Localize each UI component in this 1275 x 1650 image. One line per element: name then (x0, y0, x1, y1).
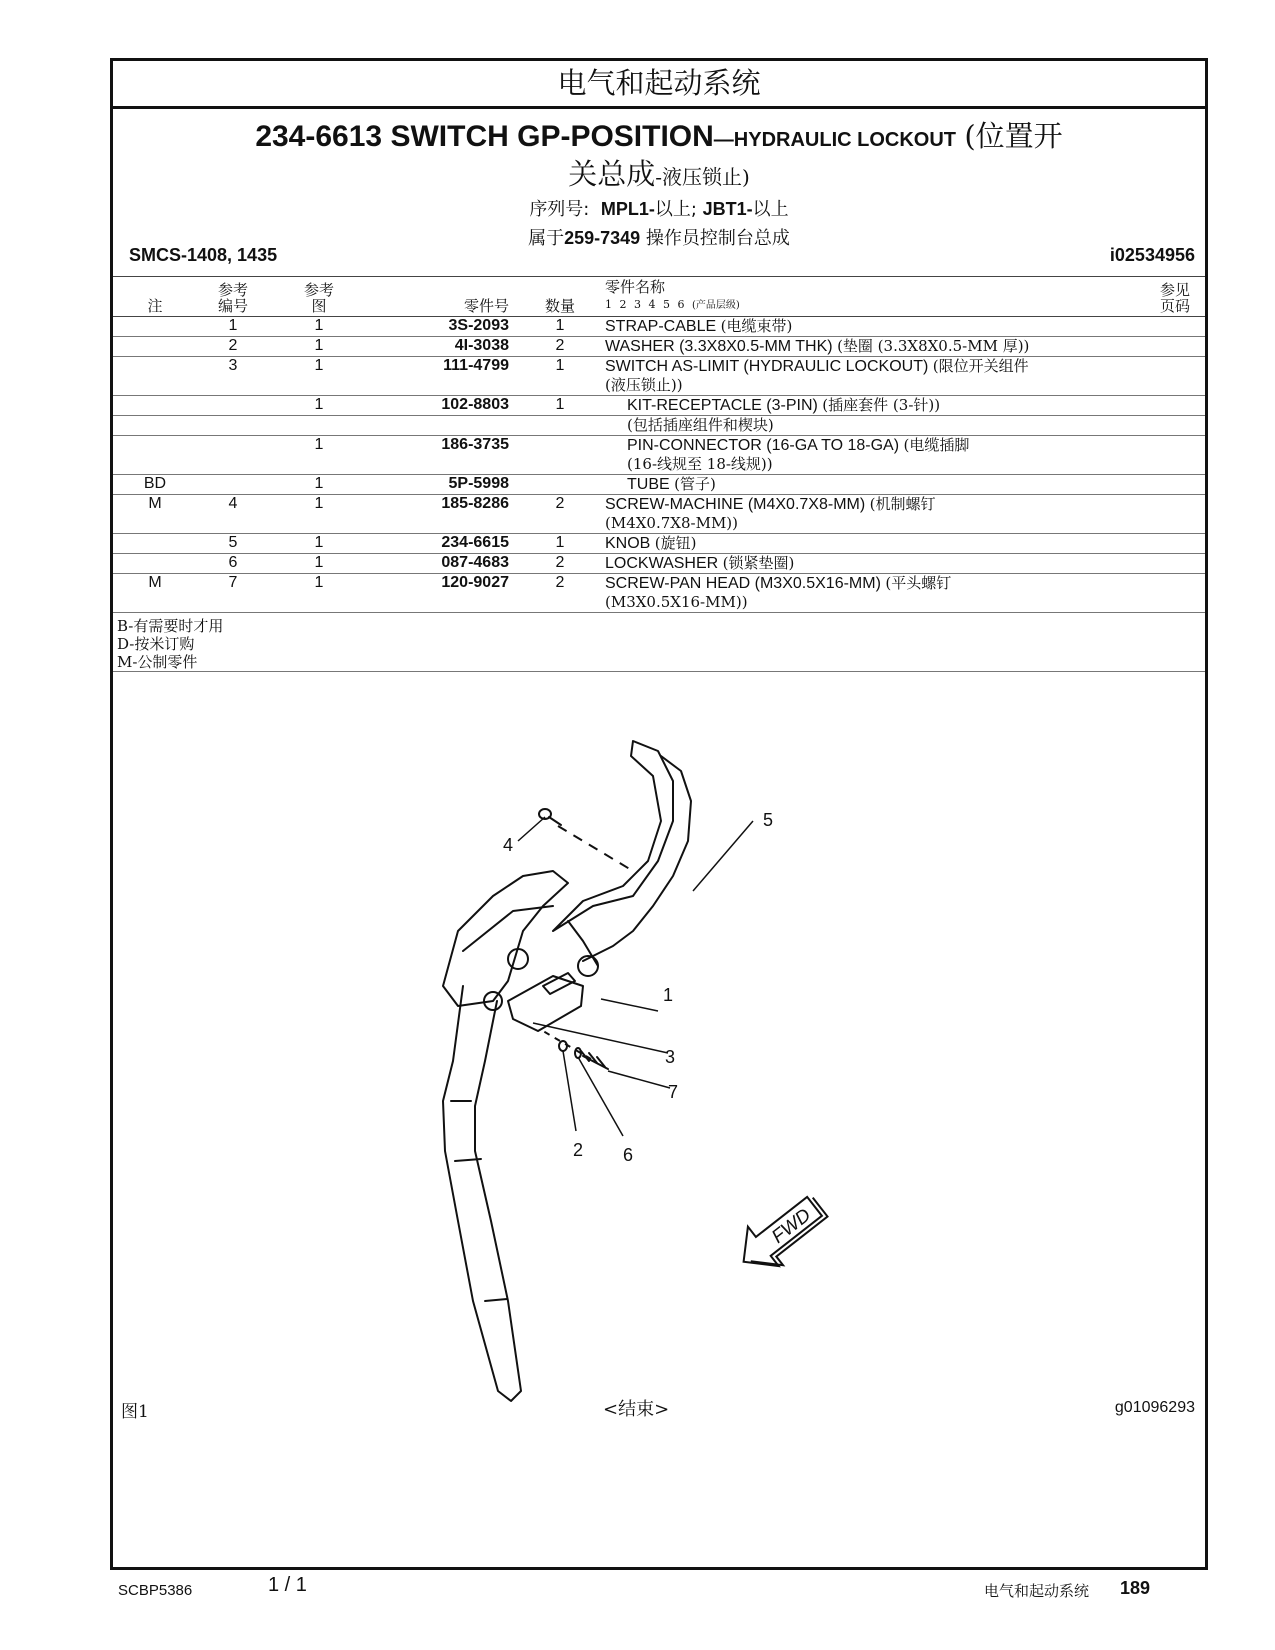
part-name-wrap (605, 535, 697, 552)
table-row (113, 416, 1205, 436)
cell-part-name (605, 436, 1145, 475)
cell-see-page (1145, 554, 1205, 574)
cell-fig: 1 (314, 337, 324, 354)
header-fig-top: 参考 (303, 281, 334, 299)
part-name-cn: (电缆插脚 (903, 436, 970, 454)
part-name-wrap (605, 416, 774, 435)
callout-6: 6 (623, 1145, 634, 1165)
bracket (443, 871, 568, 1006)
header-levels (605, 298, 740, 311)
header-name (605, 277, 1145, 317)
cell-see-page (1145, 317, 1205, 337)
part-name-cn: (垫圈 (3.3X8X0.5-MM 厚)) (837, 337, 1030, 355)
part-name-cn: (限位开关组件 (932, 357, 1029, 375)
cell-ref: 5 (228, 534, 238, 551)
header-fig (269, 277, 369, 317)
table-row (113, 396, 1205, 416)
cell-part-name (605, 396, 1145, 416)
part-name-wrap (605, 575, 951, 611)
cell-ref: 7 (228, 574, 238, 591)
header-page-bottom: 页码 (1159, 297, 1190, 315)
callout-5: 5 (763, 810, 774, 830)
cell-ref: 2 (228, 337, 238, 354)
part-title (113, 119, 1205, 157)
cell-see-page (1145, 534, 1205, 554)
table-row (113, 554, 1205, 574)
cell-part-number: 4I-3038 (454, 337, 509, 354)
part-name-cn: (旋钮) (654, 534, 697, 552)
cell-qty: 1 (555, 317, 565, 334)
part-name-cn: (机制螺钉 (869, 495, 936, 513)
header-levels-nums: 1 2 3 4 5 6 (605, 298, 687, 311)
part-name-cn: (电缆束带) (720, 317, 793, 335)
part-name-en: LOCKWASHER (605, 555, 719, 572)
cell-note: M (148, 574, 162, 591)
cell-part-number: 120-9027 (441, 574, 509, 591)
footer-doc-id: SCBP5386 (118, 1582, 193, 1599)
header-ref-bottom: 编号 (217, 297, 248, 315)
part-name-cn: (插座套件 (3-针)) (822, 396, 941, 414)
part-name-en: SCREW-MACHINE (M4X0.7X8-MM) (605, 496, 866, 513)
cell-part-number: 185-8286 (441, 495, 509, 512)
cell-fig: 1 (314, 317, 324, 334)
cell-part-number: 5P-5998 (448, 475, 509, 492)
footer-page-of: 1 / 1 (268, 1574, 307, 1596)
header-ref (197, 277, 269, 317)
figure-label: 图1 (121, 1402, 149, 1422)
serial-a: MPL1- (600, 199, 655, 219)
part-name-cont: (M4X0.7X8-MM)) (605, 514, 739, 532)
cell-qty: 1 (555, 357, 565, 374)
cell-see-page (1145, 495, 1205, 534)
cell-qty: 1 (555, 396, 565, 413)
serial-b: JBT1- (702, 199, 753, 219)
cell-qty: 2 (555, 495, 565, 512)
belongs-name: 操作员控制台总成 (645, 228, 790, 249)
cell-part-number: 234-6615 (441, 534, 509, 551)
cell-fig: 1 (314, 357, 324, 374)
part-name-en: SWITCH AS-LIMIT (HYDRAULIC LOCKOUT) (605, 358, 929, 375)
table-header-row (113, 277, 1205, 317)
cell-ref: 1 (228, 317, 238, 334)
cell-part-name (605, 534, 1145, 554)
title-name-cn-2b: -液压锁止) (655, 165, 750, 189)
cell-note (113, 534, 197, 554)
cell-note: M (148, 495, 162, 512)
serial-a-cn: 以上; (654, 199, 697, 220)
cell-fig: 1 (314, 554, 324, 571)
cell-part-number: 186-3735 (441, 436, 509, 453)
cell-part-name (605, 475, 1145, 495)
cell-qty (515, 416, 605, 436)
header-part-no: 零件号 (463, 297, 509, 315)
legend-item-m: M-公制零件 (117, 653, 198, 671)
part-name-en: STRAP-CABLE (605, 318, 717, 335)
cell-fig: 1 (314, 475, 324, 492)
fwd-label: FWD (768, 1204, 816, 1248)
cell-note: BD (143, 475, 167, 492)
exploded-view-diagram (113, 701, 1205, 1421)
header-qty: 数量 (544, 297, 575, 315)
cell-qty: 1 (555, 534, 565, 551)
title-name-cn-2a: 关总成 (568, 157, 656, 191)
cell-note (113, 416, 197, 436)
part-title-line2 (113, 157, 1205, 194)
part-name-wrap (605, 475, 716, 494)
part-name-cont: (M3X0.5X16-MM)) (605, 593, 748, 611)
cell-ref: 6 (228, 554, 238, 571)
header-fig-bottom: 图 (311, 297, 327, 315)
part-name-en: PIN-CONNECTOR (16-GA TO 18-GA) (627, 437, 900, 454)
footer-page-number: 189 (1120, 1578, 1151, 1598)
parts-table (113, 276, 1205, 613)
cell-qty: 2 (555, 574, 565, 591)
page-frame (110, 58, 1208, 1570)
table-row (113, 475, 1205, 495)
section-header: 电气和起动系统 (113, 61, 1205, 109)
cell-part-name (605, 495, 1145, 534)
cell-part-name (605, 554, 1145, 574)
cell-see-page (1145, 416, 1205, 436)
cell-note (113, 554, 197, 574)
cell-fig: 1 (314, 574, 324, 591)
belongs-label: 属于 (528, 228, 565, 249)
table-row (113, 317, 1205, 337)
part-name-wrap (605, 358, 1029, 394)
part-name-wrap (605, 396, 940, 415)
title-name-en-sub: —HYDRAULIC LOCKOUT (713, 129, 957, 151)
smcs-code: SMCS-1408, 1435 (129, 245, 278, 265)
part-name-cn: (平头螺钉 (885, 574, 952, 592)
cell-note (113, 317, 197, 337)
part-name-wrap (605, 555, 794, 572)
cell-fig: 1 (314, 436, 324, 453)
cell-see-page (1145, 337, 1205, 357)
cell-ref (197, 396, 269, 416)
table-row (113, 534, 1205, 554)
serial-label: 序列号: (529, 199, 590, 220)
part-name-en: KNOB (605, 535, 651, 552)
cell-part-name (605, 357, 1145, 396)
part-name-wrap (605, 436, 969, 474)
title-name-en: SWITCH GP-POSITION (390, 120, 714, 153)
fwd-arrow-icon (728, 1184, 834, 1283)
callout-4: 4 (503, 835, 514, 855)
end-label: <结束> (603, 1399, 670, 1420)
part-name-cn: (锁紧垫圈) (722, 554, 795, 572)
callout-1: 1 (663, 985, 674, 1005)
divider (113, 671, 1205, 672)
serial-b-cn: 以上 (752, 199, 789, 220)
callout-3: 3 (665, 1047, 676, 1067)
title-block (113, 119, 1205, 252)
belongs-pn: 259-7349 (564, 228, 641, 248)
callout-2: 2 (573, 1140, 584, 1160)
cell-part-number (369, 416, 515, 436)
table-row (113, 337, 1205, 357)
serial-line (113, 196, 1205, 223)
cell-qty (515, 475, 605, 495)
lever-rod (443, 986, 521, 1401)
cell-part-number: 3S-2093 (448, 317, 509, 334)
cell-fig: 1 (314, 495, 324, 512)
part-name-cn: (包括插座组件和楔块) (627, 416, 774, 434)
cell-qty: 2 (555, 554, 565, 571)
header-note: 注 (147, 297, 163, 315)
cell-ref: 4 (228, 495, 238, 512)
cell-part-name (605, 317, 1145, 337)
cell-qty (515, 436, 605, 475)
part-name-wrap (605, 318, 792, 335)
cell-see-page (1145, 436, 1205, 475)
cell-ref (197, 436, 269, 475)
cell-part-name (605, 416, 1145, 436)
washer (559, 1041, 567, 1051)
header-page-top: 参见 (1159, 281, 1190, 299)
legend (117, 617, 223, 671)
cell-qty: 2 (555, 337, 565, 354)
title-name-cn: (位置开 (964, 119, 1063, 153)
part-name-wrap (605, 338, 1029, 355)
part-name-en: WASHER (3.3X8X0.5-MM THK) (605, 338, 833, 355)
table-row (113, 436, 1205, 475)
cell-note (113, 436, 197, 475)
part-name-cont: (液压锁止)) (605, 376, 683, 394)
cell-fig (269, 416, 369, 436)
table-row (113, 357, 1205, 396)
cell-see-page (1145, 357, 1205, 396)
part-name-cn: (管子) (674, 475, 716, 493)
footer-section: 电气和起动系统 (984, 1582, 1090, 1600)
cell-fig: 1 (314, 534, 324, 551)
header-name-top: 零件名称 (605, 278, 666, 296)
cell-part-name (605, 337, 1145, 357)
cell-note (113, 357, 197, 396)
cell-ref: 3 (228, 357, 238, 374)
cell-see-page (1145, 396, 1205, 416)
part-name-en: TUBE (627, 476, 670, 493)
cell-ref (197, 416, 269, 436)
cell-note (113, 396, 197, 416)
table-row (113, 574, 1205, 613)
cell-note (113, 337, 197, 357)
header-page (1145, 277, 1205, 317)
cell-part-number: 111-4799 (443, 357, 509, 374)
title-part-number: 234-6613 (255, 120, 383, 153)
legend-item-d: D-按米订购 (117, 635, 195, 653)
cell-ref (197, 475, 269, 495)
cell-part-name (605, 574, 1145, 613)
cell-fig: 1 (314, 396, 324, 413)
cell-see-page (1145, 475, 1205, 495)
part-name-en: SCREW-PAN HEAD (M3X0.5X16-MM) (605, 575, 881, 592)
callout-7: 7 (668, 1082, 679, 1102)
parts-body (113, 317, 1205, 613)
cell-part-number: 102-8803 (441, 396, 509, 413)
part-name-en: KIT-RECEPTACLE (3-PIN) (627, 397, 818, 414)
cell-part-number: 087-4683 (441, 554, 509, 571)
part-name-cont: (16-线规至 18-线规)) (627, 455, 773, 473)
legend-item-b: B-有需要时才用 (117, 617, 224, 635)
header-ref-top: 参考 (217, 281, 248, 299)
part-name-wrap (605, 496, 935, 532)
table-row (113, 495, 1205, 534)
illustration-id: i02534956 (1109, 245, 1195, 265)
header-levels-note: (产品层级) (691, 300, 740, 311)
cell-see-page (1145, 574, 1205, 613)
graphic-id: g01096293 (1114, 1399, 1195, 1416)
